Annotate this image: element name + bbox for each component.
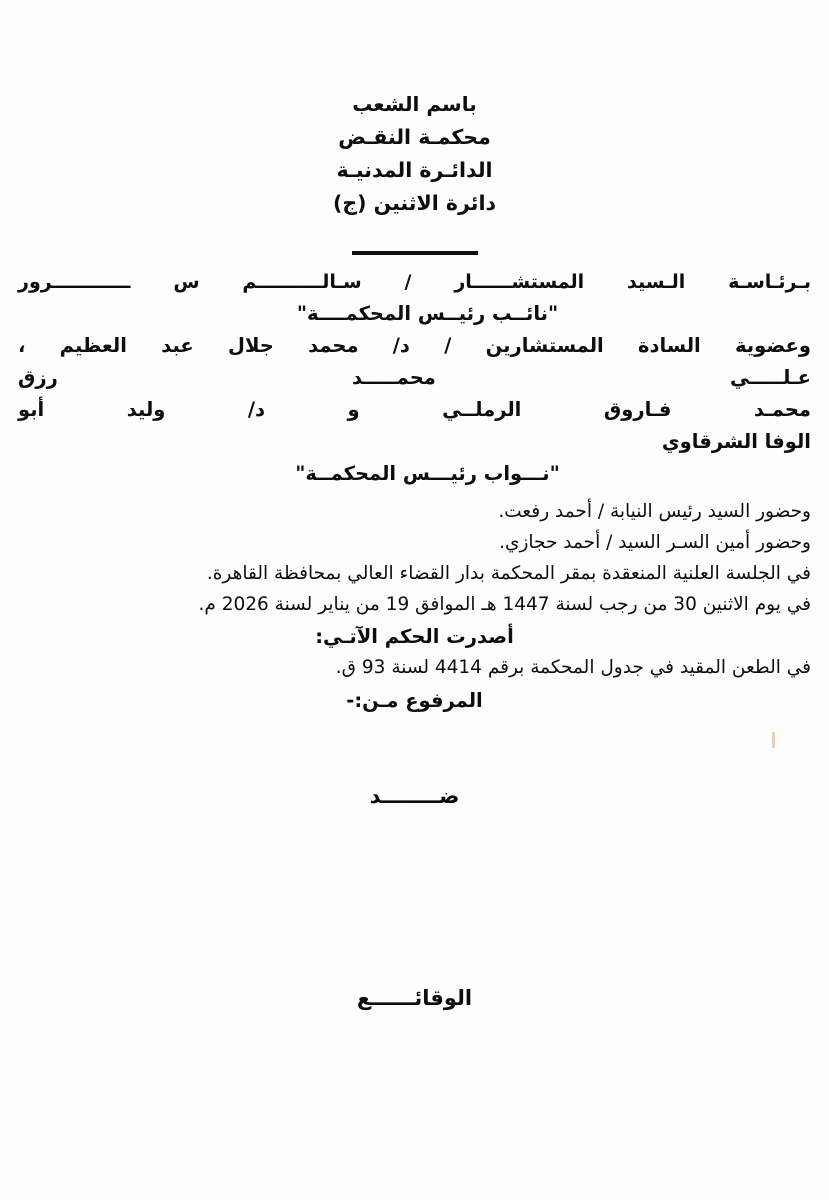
in-name-of-people-heading: باسم الشعب: [352, 92, 477, 116]
bench-member-line-1: عـلـــــي محمـــــد رزق: [18, 366, 811, 389]
secretary-attendance-line: وحضور أمين السـر السيد / أحمد حجازي.: [499, 532, 811, 553]
bench-member-line-2-continued: الوفا الشرقاوي: [661, 430, 811, 453]
facts-section-heading: الوقائــــــع: [356, 986, 473, 1010]
judgment-issued-heading: أصدرت الحكم الآتـي:: [315, 625, 514, 648]
appellant-party-area: [0, 717, 829, 769]
masthead: [0, 0, 829, 220]
bench-member-line-2: محمـد فـاروق الرملــي و د/ وليد أبو: [18, 398, 811, 421]
chamber-name-heading: الدائـرة المدنيـة: [336, 158, 493, 182]
presiding-judge-line: بـرئـاسـة الـسيد المستشــــــار / سـالــــــــــم س ــــــــــــرور: [18, 271, 811, 293]
presiding-judge-title: "نائــب رئيــس المحكمــــة": [296, 302, 559, 325]
against-separator: ضــــــــد: [369, 784, 460, 808]
session-venue-line: في الجلسة العلنية المنعقدة بمقر المحكمة بدار القضاء العالي بمحافظة القاهرة.: [206, 563, 811, 584]
horizontal-rule: [352, 251, 478, 255]
respondent-party-area: [0, 813, 829, 981]
bench-members-intro-line: وعضوية السادة المستشارين / د/ محمد جلال عبد العظيم ،: [18, 334, 811, 357]
attendance-and-session-block: [0, 496, 829, 620]
header-divider-wrap: [0, 242, 829, 254]
session-date-line: في يوم الاثنين 30 من رجب لسنة 1447 هـ الموافق 19 من يناير لسنة 2026 م.: [198, 594, 811, 615]
scan-artifact-mark: [772, 732, 775, 748]
court-name-heading: محكمـة النقـض: [338, 125, 491, 149]
bench-composition: [0, 266, 829, 490]
bench-members-title: "نـــواب رئيـــس المحكمــة": [295, 462, 560, 485]
circuit-name-heading: دائرة الاثنين (ج): [332, 191, 497, 215]
case-registration-line: في الطعن المقيد في جدول المحكمة برقم 4414 لسنة 93 ق.: [335, 657, 811, 678]
prosecutor-attendance-line: وحضور السيد رئيس النيابة / أحمد رفعت.: [498, 501, 811, 522]
appellant-heading: المرفوع مـن:-: [346, 689, 483, 712]
